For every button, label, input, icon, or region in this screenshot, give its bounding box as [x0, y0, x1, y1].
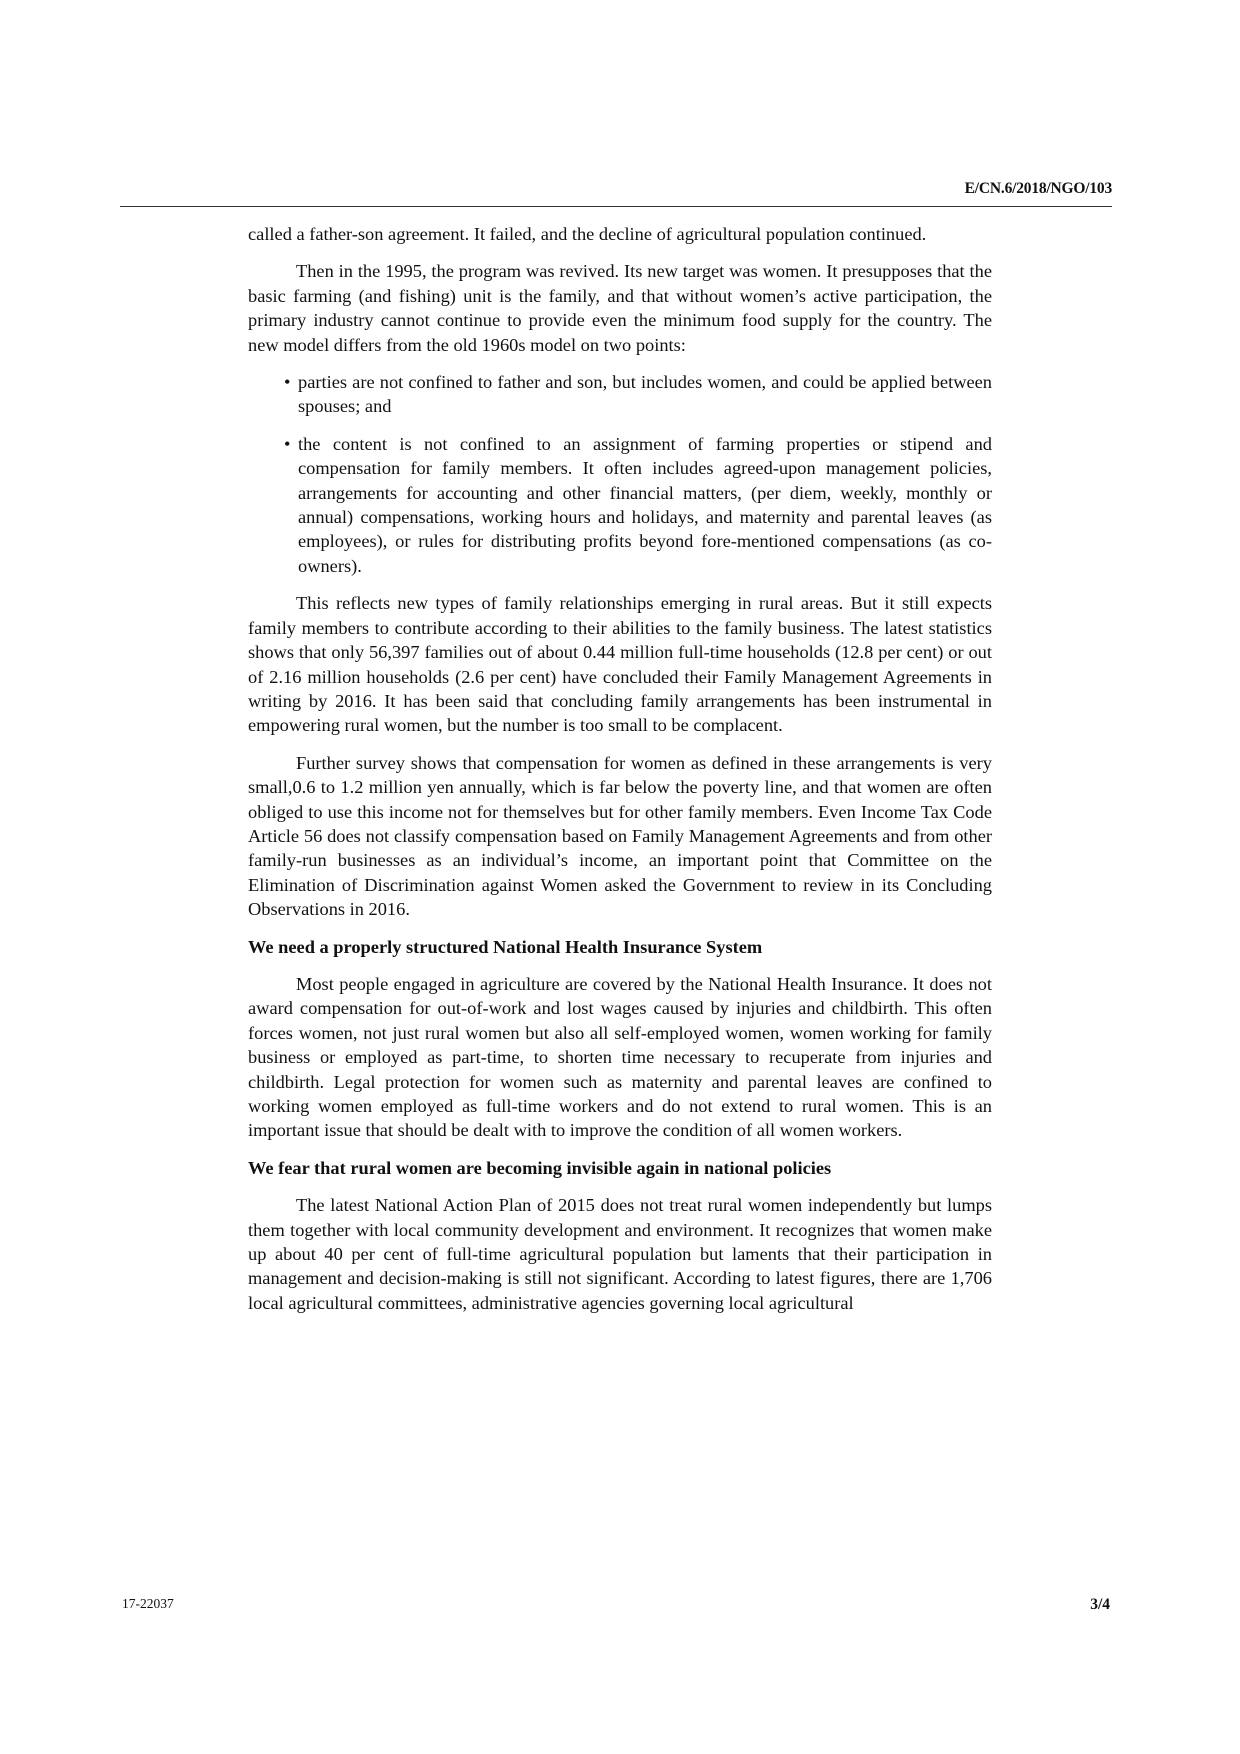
bullet-item-parties: • parties are not confined to father and son, but includes women, and could be applied between spouses; and [298, 370, 992, 419]
document-body [248, 222, 992, 1328]
document-symbol: E/CN.6/2018/NGO/103 [964, 180, 1112, 197]
page-number: 3/4 [1090, 1596, 1110, 1613]
paragraph-health-insurance: Most people engaged in agriculture are covered by the National Health Insurance. It does not award compensation for out-of-work and lost wages caused by injuries and childbirth. This often forces women, not just rural women but also all self-employed women, women working for family business or employed as part-time, to shorten time necessary to recuperate from injuries and childbirth. Legal protection for women such as maternity and parental leaves are confined to working women employed as full-time workers and do not extend to rural women. This is an important issue that should be dealt with to improve the condition of all women workers. [248, 973, 992, 1141]
bullet-item-content: • the content is not confined to an assignment of farming properties or stipend and compensation for family members. It often includes agreed-upon management policies, arrangements for accounting and other financial matters, (per diem, weekly, monthly or annual) compensations, working hours and holidays, and maternity and parental leaves (as employees), or rules for distributing profits beyond fore-mentioned compensations (as co-owners). [298, 432, 992, 578]
paragraph-continued: called a father-son agreement. It failed, and the decline of agricultural population continued. [248, 224, 927, 244]
job-number: 17-22037 [122, 1596, 174, 1611]
section-heading-invisible: We fear that rural women are becoming invisible again in national policies [248, 1157, 832, 1178]
paragraph-family-relationships: This reflects new types of family relationships emerging in rural areas. But it still expects family members to contribute according to their abilities to the family business. The latest statistics shows that only 56,397 families out of about 0.44 million full-time households (12.8 per cent) or out of 2.16 million households (2.6 per cent) have concluded their Family Management Agreements in writing by 2016. It has been said that concluding family arrangements has been instrumental in empowering rural women, but the number is too small to be complacent. [248, 593, 992, 736]
paragraph-national-action-plan: The latest National Action Plan of 2015 does not treat rural women independently but lumps them together with local community development and environment. It recognizes that women make up about 40 per cent of full-time agricultural population but laments that their participation in management and decision-making is still not significant. According to latest figures, there are 1,706 local agricultural committees, administrative agencies governing local agricultural [248, 1195, 992, 1313]
section-heading-health-insurance: We need a properly structured National Health Insurance System [248, 936, 763, 957]
paragraph-program-revived: Then in the 1995, the program was revived. Its new target was women. It presupposes that the basic farming (and fishing) unit is the family, and that without women’s active participation, the primary industry cannot continue to provide even the minimum food supply for the country. The new model differs from the old 1960s model on two points: [248, 261, 992, 355]
header-rule [120, 206, 1112, 207]
bullet-list [248, 370, 992, 578]
paragraph-compensation-survey: Further survey shows that compensation for women as defined in these arrangements is very small,0.6 to 1.2 million yen annually, which is far below the poverty line, and that women are often obliged to use this income not for themselves but for other family members. Even Income Tax Code Article 56 does not classify compensation based on Family Management Agreements and from other family-run businesses as an individual’s income, an important point that Committee on the Elimination of Discrimination against Women asked the Government to review in its Concluding Observations in 2016. [248, 752, 992, 920]
